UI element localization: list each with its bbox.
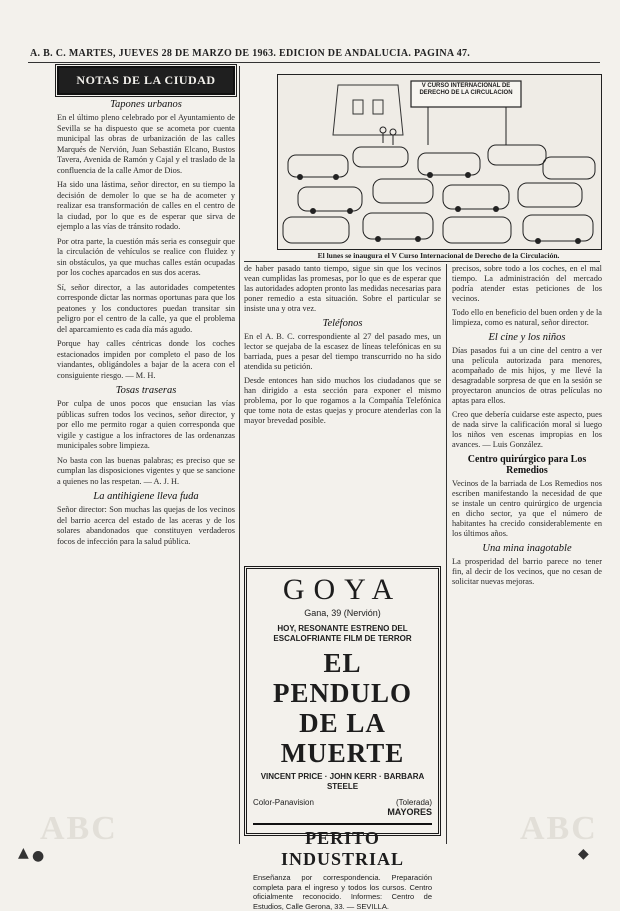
article-paragraph: No basta con las buenas palabras; es preciso que se cumplan las disposiciones vigentes y que se sancione a quienes no las respetan. — A. J. H. — [57, 455, 235, 486]
article-paragraph: En el último pleno celebrado por el Ayuntamiento de Sevilla se ha dispuesto que se acometa por cuenta municipal las obras de urbanización de las calles Marqués de Nervión, Juan Sebastián Elcano, Bustos Tavera, Avenida de Ramón y Cajal y el traslado de la confluencia de la calle Amor de Dios. — [57, 113, 235, 175]
film-rating-note: (Tolerada) — [395, 798, 432, 807]
column-rule-2 — [446, 264, 447, 844]
article-paragraph: precisos, sobre todo a los coches, en el mal tiempo. La administración del mercado podría atender estas peticiones de los vecinos. — [452, 264, 602, 303]
cartoon-illustration — [277, 74, 602, 250]
article-title-mina: Una mina inagotable — [482, 543, 572, 554]
film-rating-row — [253, 798, 432, 817]
film-title: EL PENDULO DE LA MUERTE — [272, 648, 412, 768]
article-paragraph: Desde entonces han sido muchos los ciudadanos que se han dirigido a esta sección para exponer el mismo problema, por lo que rogamos a la Compañía Telefónica que tome nota de estas quejas y procure atenderlas con la mayor brevedad posible. — [244, 376, 441, 425]
right-column — [452, 264, 602, 844]
cartoon-sign-text: V CURSO INTERNACIONAL DE DERECHO DE LA CIRCULACION — [419, 83, 513, 96]
article-paragraph: En el A. B. C. correspondiente al 27 del pasado mes, un lector se quejaba de la escasez de líneas telefónicas en su barriada, pues a pesar del tiempo transcurrido no ha sido atendida su petición. — [244, 332, 441, 371]
film-rating — [387, 798, 432, 817]
page-header: A. B. C. MARTES, JUEVES 28 DE MARZO DE 1963. EDICION DE ANDALUCIA. PAGINA 47. — [30, 48, 471, 59]
article-paragraph: La prosperidad del barrio parece no tener fin, al decir de los vecinos, que no cesan de solicitar nuevas mejoras. — [452, 557, 602, 586]
article-paragraph: Todo ello en beneficio del buen orden y de la limpieza, como es natural, señor director. — [452, 308, 602, 327]
traffic-jam-drawing — [278, 75, 601, 249]
article-title-cine: El cine y los niños — [488, 332, 566, 343]
binding-mark-icon: ◆ — [578, 846, 589, 862]
middle-column — [244, 264, 441, 562]
cinema-name: GOYA — [282, 573, 403, 606]
section-title: NOTAS DE LA CIUDAD — [57, 66, 235, 95]
cinema-address: Gana, 39 (Nervión) — [304, 608, 381, 618]
watermark-left: ABC — [40, 810, 118, 847]
article-paragraph: Ha sido una lástima, señor director, en su tiempo la decisión de demoler lo que se ha de acometer y realizar esa transformación de calles en el centro de la ciudad, por lo que es de esperar que sirva de ejemplo a las vías de tránsito rodado. — [57, 180, 235, 231]
school-title: PERITO INDUSTRIAL — [280, 828, 405, 869]
cinema-advertisement — [244, 566, 441, 911]
article-paragraph: de haber pasado tanto tiempo, sigue sin que los vecinos vean cumplidas las promesas, por lo que es de esperar que las autoridades adopten pronto las medidas necesarias para poner remedio a esta situación. Sobre el particular se insiste una y otra vez. — [244, 264, 441, 313]
ad-divider — [253, 823, 432, 825]
premiere-text: HOY, RESONANTE ESTRENO DEL ESCALOFRIANTE FILM DE TERROR — [273, 624, 412, 643]
article-paragraph: Días pasados fui a un cine del centro a ver una película autorizada para menores, acompañado de mis hijos, y me llevé la desagradable sorpresa de que en la sesión se proyectaron anuncios de otras películas no aptas para ellos. — [452, 346, 602, 405]
article-title-centro: Centro quirúrgico para Los Remedios — [467, 454, 587, 476]
header-rule — [28, 62, 600, 63]
binding-mark-icon: ▲ — [18, 845, 29, 861]
article-title-tapones: Tapones urbanos — [110, 99, 182, 110]
article-title-antihigiene: La antihigiene lleva fuda — [93, 491, 199, 502]
film-format: Color-Panavision — [253, 798, 314, 807]
cartoon-caption: El lunes se inaugura el V Curso Internacional de Derecho de la Circulación. — [317, 251, 560, 260]
caption-rule — [244, 261, 600, 262]
binding-mark-icon: ● — [32, 848, 45, 864]
article-title-telefonos: Teléfonos — [322, 318, 363, 329]
film-cast: VINCENT PRICE · JOHN KERR · BARBARA STEELE — [260, 772, 425, 791]
article-title-tosas: Tosas traseras — [115, 385, 177, 396]
article-paragraph: Porque hay calles céntricas donde los coches estacionados impiden por completo el paso de los viandantes, obligándoles a bajar de la acera con el consiguiente riesgo. — M. H. — [57, 339, 235, 380]
article-paragraph: Por otra parte, la cuestión más seria es conseguir que la circulación de vehículos se realice con fluidez y sin obstáculos, ya que muchas calles están ocupadas por los coches aparcados en sus dos aceras. — [57, 236, 235, 277]
column-rule-1 — [239, 66, 240, 844]
film-rating-label: MAYORES — [387, 807, 432, 817]
article-paragraph: Por culpa de unos pocos que ensucian las vías públicas sufren todos los vecinos, señor director, y por ello me permito rogar a quien corresponda que vigile y castigue a los infractores de las ordenanzas municipales sobre limpieza. — [57, 399, 235, 450]
watermark-right: ABC — [520, 810, 598, 847]
school-text: Enseñanza por correspondencia. Preparación completa para el ingreso y todos los cursos. Centro oficialmente reconocido. Informes: Centro de Estudios, Calle Gerona, 33. — SEVILLA. — [253, 873, 432, 911]
left-column — [57, 66, 235, 844]
article-paragraph: Creo que debería cuidarse este aspecto, pues de nada sirve la calificación moral si luego los niños ven escenas impropias en los avances. — Luis González. — [452, 410, 602, 449]
article-paragraph: Vecinos de la barriada de Los Remedios nos escriben manifestando la necesidad de que se instale un centro quirúrgico de urgencia en dicho sector, ya que el número de habitantes ha crecido considerablemente en los últimos años. — [452, 479, 602, 538]
article-paragraph: Señor director: Son muchas las quejas de los vecinos del barrio acerca del estado de las aceras y de los solares abandonados que constituyen verdaderos focos de infección para la salud pública. — [57, 505, 235, 546]
article-paragraph: Sí, señor director, a las autoridades competentes corresponde dictar las normas oportunas para que los peatones y los conductores puedan transitar sin peligro por el centro de la calle, ya que el problema del aparcamiento es cada día más agudo. — [57, 282, 235, 334]
